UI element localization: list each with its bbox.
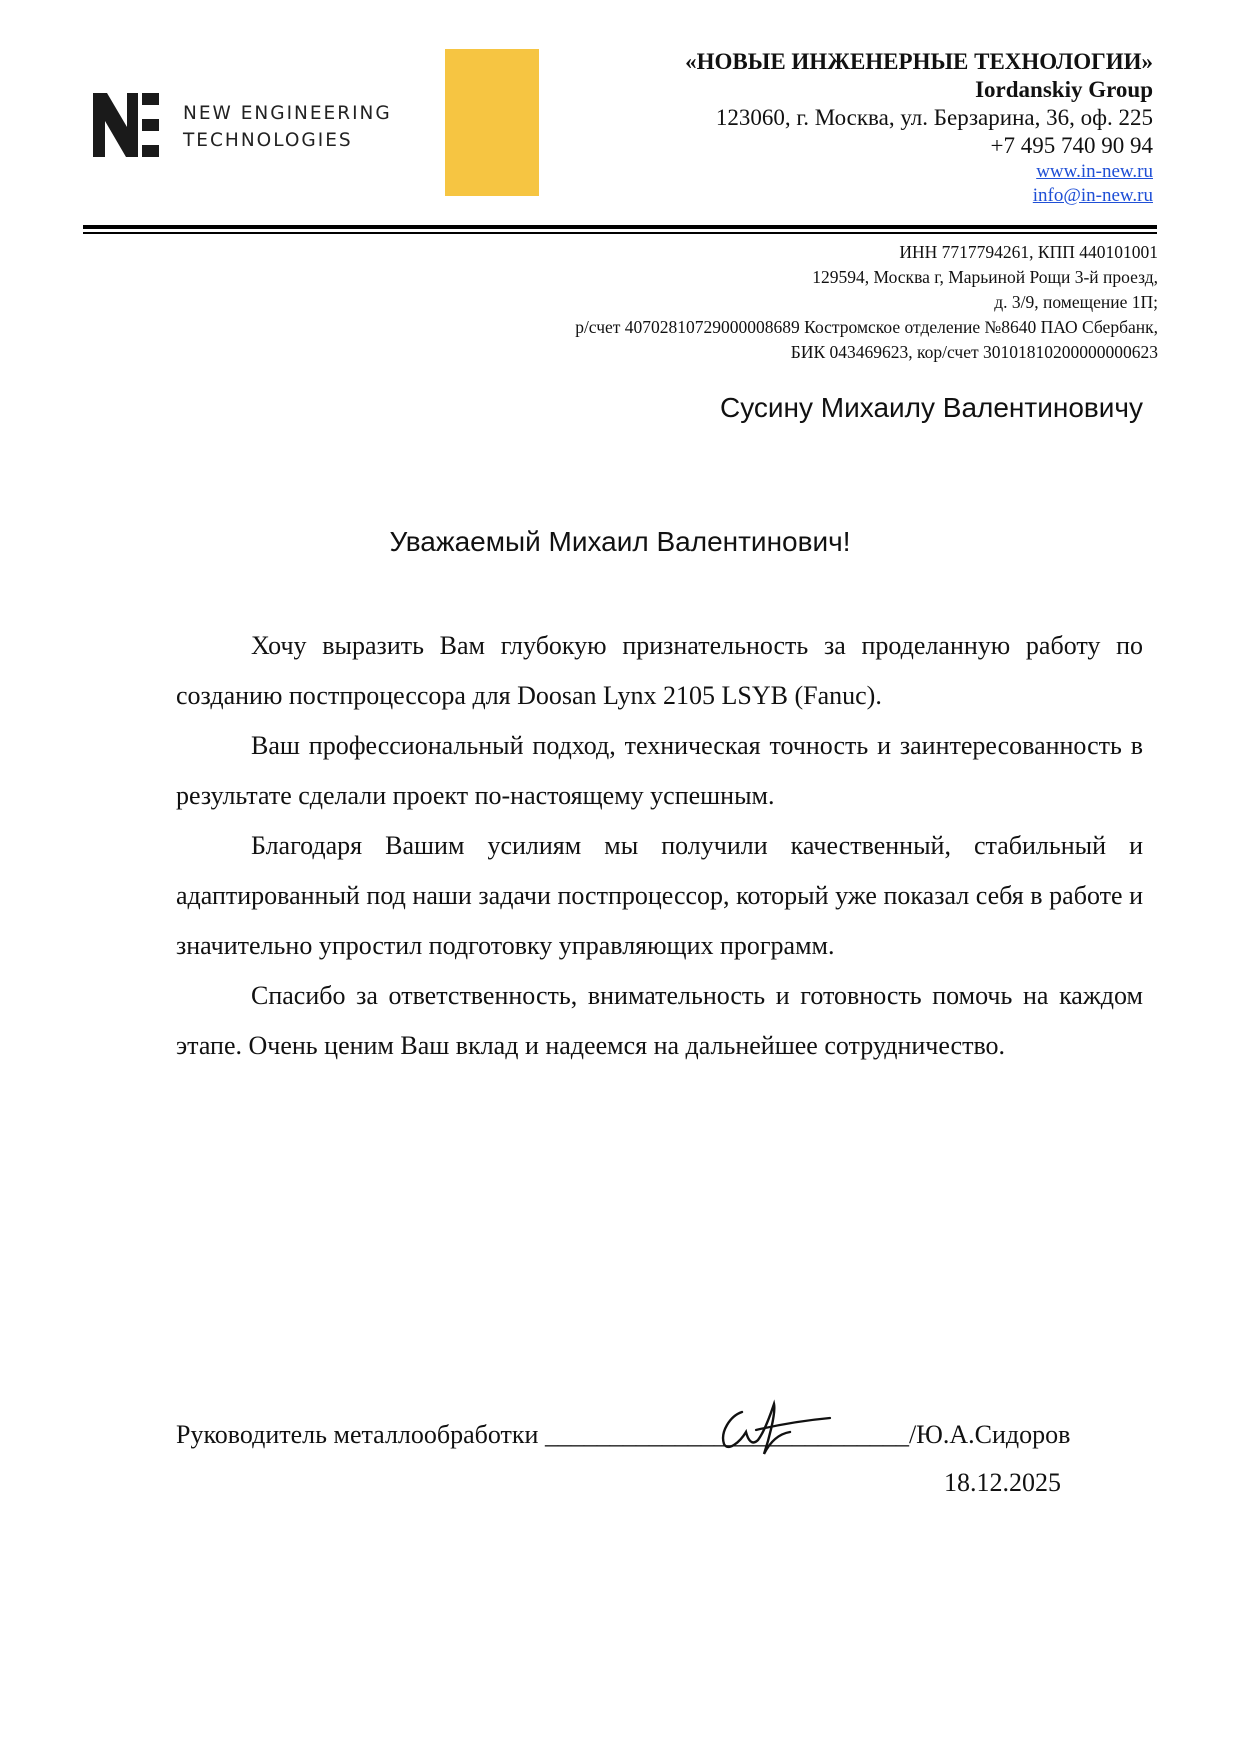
signer-name: /Ю.А.Сидоров	[908, 1420, 1071, 1449]
logo-line-2: TECHNOLOGIES	[183, 130, 353, 151]
addressee: Сусину Михаилу Валентиновичу	[720, 392, 1143, 423]
signature-line: ____________________________	[544, 1420, 909, 1449]
company-name: «НОВЫЕ ИНЖЕНЕРНЫЕ ТЕХНОЛОГИИ»	[685, 49, 1153, 74]
body-paragraph: Хочу выразить Вам глубокую признательность за проделанную работу по созданию постпроцессора для Doosan Lynx 2105 LSYB (Fanuc).	[176, 631, 1143, 710]
logo-wordmark	[183, 100, 392, 154]
body-paragraph: Ваш профессиональный подход, техническая точность и заинтересованность в результате сделали проект по-настоящему успешным.	[176, 731, 1143, 810]
company-header	[685, 48, 1153, 208]
company-website-link[interactable]: www.in-new.ru	[1036, 161, 1153, 182]
signature-block	[176, 1420, 1070, 1450]
requisites-line: д. 3/9, помещение 1П;	[994, 292, 1158, 312]
handwritten-signature	[712, 1392, 832, 1458]
requisites-line: ИНН 7717794261, КПП 440101001	[899, 242, 1158, 262]
greeting: Уважаемый Михаил Валентинович!	[389, 526, 851, 557]
requisites-line: р/счет 40702810729000008689 Костромское отделение №8640 ПАО Сбербанк,	[575, 317, 1158, 337]
requisites-line: БИК 043469623, кор/счет 30101810200000000623	[790, 342, 1158, 362]
body-paragraph: Спасибо за ответственность, внимательность и готовность помочь на каждом этапе. Очень ценим Ваш вклад и надеемся на дальнейшее сотрудничество.	[176, 981, 1143, 1060]
header-divider-thick	[83, 225, 1157, 229]
company-address: 123060, г. Москва, ул. Берзарина, 36, оф. 225	[715, 105, 1153, 130]
requisites-line: 129594, Москва г, Марьиной Рощи 3-й проезд,	[812, 267, 1158, 287]
signer-position: Руководитель металлообработки	[176, 1420, 539, 1449]
header-divider-thin	[83, 232, 1157, 234]
company-phone: +7 495 740 90 94	[990, 133, 1153, 158]
body-paragraph: Благодаря Вашим усилиям мы получили качественный, стабильный и адаптированный под наши задачи постпроцессор, который уже показал себя в работе и значительно упростил подготовку управляющих программ.	[176, 831, 1143, 960]
letter-body	[176, 621, 1143, 1071]
accent-block	[445, 49, 539, 196]
logo-line-1: NEW ENGINEERING	[183, 103, 392, 124]
company-group: Iordanskiy Group	[975, 77, 1153, 102]
company-email-link[interactable]: info@in-new.ru	[1032, 185, 1153, 206]
company-requisites	[575, 240, 1158, 365]
ne-logo-icon	[93, 93, 159, 157]
letter-date: 18.12.2025	[944, 1468, 1061, 1497]
